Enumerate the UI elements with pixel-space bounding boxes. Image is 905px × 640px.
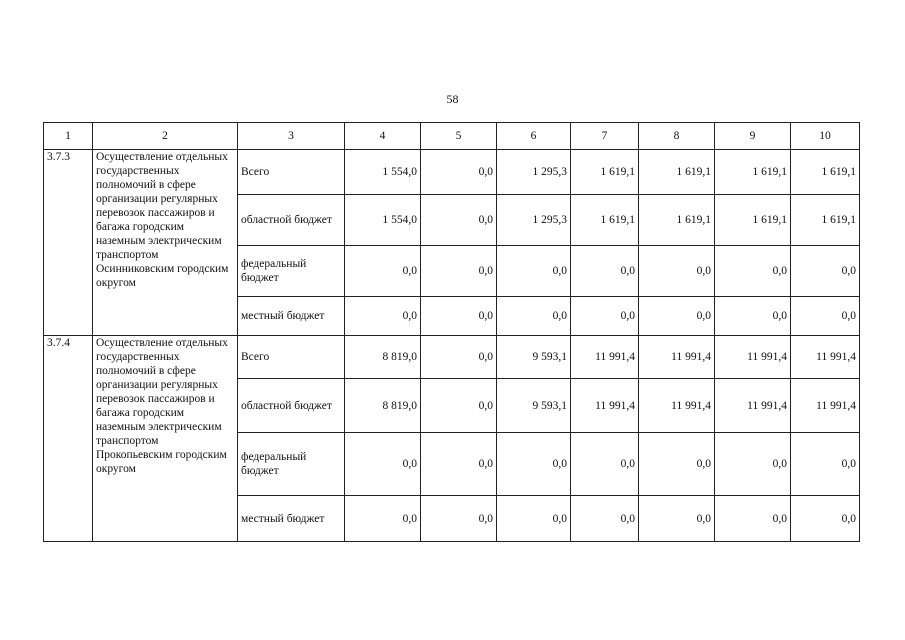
value-cell: 8 819,0 xyxy=(345,336,421,379)
value-cell: 0,0 xyxy=(421,150,497,195)
value-cell: 0,0 xyxy=(345,496,421,542)
value-cell: 1 619,1 xyxy=(571,195,639,246)
value-cell: 0,0 xyxy=(791,496,860,542)
funding-source: федеральный бюджет xyxy=(238,433,345,496)
value-cell: 1 619,1 xyxy=(791,150,860,195)
section-number: 3.7.3 xyxy=(44,150,93,336)
section-name: Осуществление отдельных государственных полномочий в сфере организации регулярных перевозок пассажиров и багажа городским наземным электрическим транспортом Прокопьевским городским округом xyxy=(93,336,238,542)
value-cell: 9 593,1 xyxy=(497,336,571,379)
value-cell: 0,0 xyxy=(421,433,497,496)
funding-source: областной бюджет xyxy=(238,195,345,246)
section-name: Осуществление отдельных государственных полномочий в сфере организации регулярных перевозок пассажиров и багажа городским наземным электрическим транспортом Осинниковским городским округом xyxy=(93,150,238,336)
column-header: 4 xyxy=(345,123,421,150)
budget-table xyxy=(43,122,860,542)
value-cell: 11 991,4 xyxy=(791,379,860,433)
header-row xyxy=(44,123,860,150)
column-header: 3 xyxy=(238,123,345,150)
value-cell: 1 295,3 xyxy=(497,195,571,246)
value-cell: 0,0 xyxy=(345,297,421,336)
column-header: 1 xyxy=(44,123,93,150)
value-cell: 0,0 xyxy=(571,433,639,496)
value-cell: 0,0 xyxy=(639,433,715,496)
value-cell: 1 619,1 xyxy=(715,150,791,195)
section-number: 3.7.4 xyxy=(44,336,93,542)
funding-source: Всего xyxy=(238,336,345,379)
value-cell: 1 619,1 xyxy=(639,195,715,246)
column-header: 7 xyxy=(571,123,639,150)
funding-source: Всего xyxy=(238,150,345,195)
value-cell: 0,0 xyxy=(715,297,791,336)
value-cell: 11 991,4 xyxy=(715,379,791,433)
value-cell: 0,0 xyxy=(639,496,715,542)
table-row xyxy=(44,150,860,195)
value-cell: 0,0 xyxy=(639,246,715,297)
table-body xyxy=(44,123,860,542)
value-cell: 11 991,4 xyxy=(715,336,791,379)
value-cell: 0,0 xyxy=(497,297,571,336)
value-cell: 11 991,4 xyxy=(639,336,715,379)
funding-source: областной бюджет xyxy=(238,379,345,433)
value-cell: 11 991,4 xyxy=(571,379,639,433)
column-header: 8 xyxy=(639,123,715,150)
value-cell: 11 991,4 xyxy=(791,336,860,379)
column-header: 10 xyxy=(791,123,860,150)
value-cell: 1 619,1 xyxy=(571,150,639,195)
page-number: 58 xyxy=(446,92,459,106)
value-cell: 8 819,0 xyxy=(345,379,421,433)
value-cell: 11 991,4 xyxy=(571,336,639,379)
value-cell: 0,0 xyxy=(791,433,860,496)
value-cell: 0,0 xyxy=(421,195,497,246)
value-cell: 0,0 xyxy=(715,433,791,496)
funding-source: местный бюджет xyxy=(238,297,345,336)
value-cell: 0,0 xyxy=(791,246,860,297)
value-cell: 0,0 xyxy=(421,246,497,297)
value-cell: 0,0 xyxy=(421,496,497,542)
value-cell: 0,0 xyxy=(791,297,860,336)
column-header: 5 xyxy=(421,123,497,150)
value-cell: 11 991,4 xyxy=(639,379,715,433)
value-cell: 0,0 xyxy=(715,246,791,297)
column-header: 6 xyxy=(497,123,571,150)
value-cell: 1 619,1 xyxy=(791,195,860,246)
value-cell: 0,0 xyxy=(639,297,715,336)
table-row xyxy=(44,336,860,379)
value-cell: 0,0 xyxy=(421,379,497,433)
value-cell: 0,0 xyxy=(345,246,421,297)
value-cell: 9 593,1 xyxy=(497,379,571,433)
value-cell: 0,0 xyxy=(715,496,791,542)
value-cell: 0,0 xyxy=(497,496,571,542)
value-cell: 0,0 xyxy=(571,297,639,336)
value-cell: 1 295,3 xyxy=(497,150,571,195)
column-header: 9 xyxy=(715,123,791,150)
value-cell: 0,0 xyxy=(497,246,571,297)
value-cell: 1 554,0 xyxy=(345,150,421,195)
value-cell: 0,0 xyxy=(571,496,639,542)
funding-source: федеральный бюджет xyxy=(238,246,345,297)
value-cell: 0,0 xyxy=(421,297,497,336)
value-cell: 0,0 xyxy=(345,433,421,496)
value-cell: 0,0 xyxy=(497,433,571,496)
value-cell: 1 619,1 xyxy=(715,195,791,246)
value-cell: 0,0 xyxy=(421,336,497,379)
value-cell: 0,0 xyxy=(571,246,639,297)
value-cell: 1 619,1 xyxy=(639,150,715,195)
funding-source: местный бюджет xyxy=(238,496,345,542)
value-cell: 1 554,0 xyxy=(345,195,421,246)
column-header: 2 xyxy=(93,123,238,150)
